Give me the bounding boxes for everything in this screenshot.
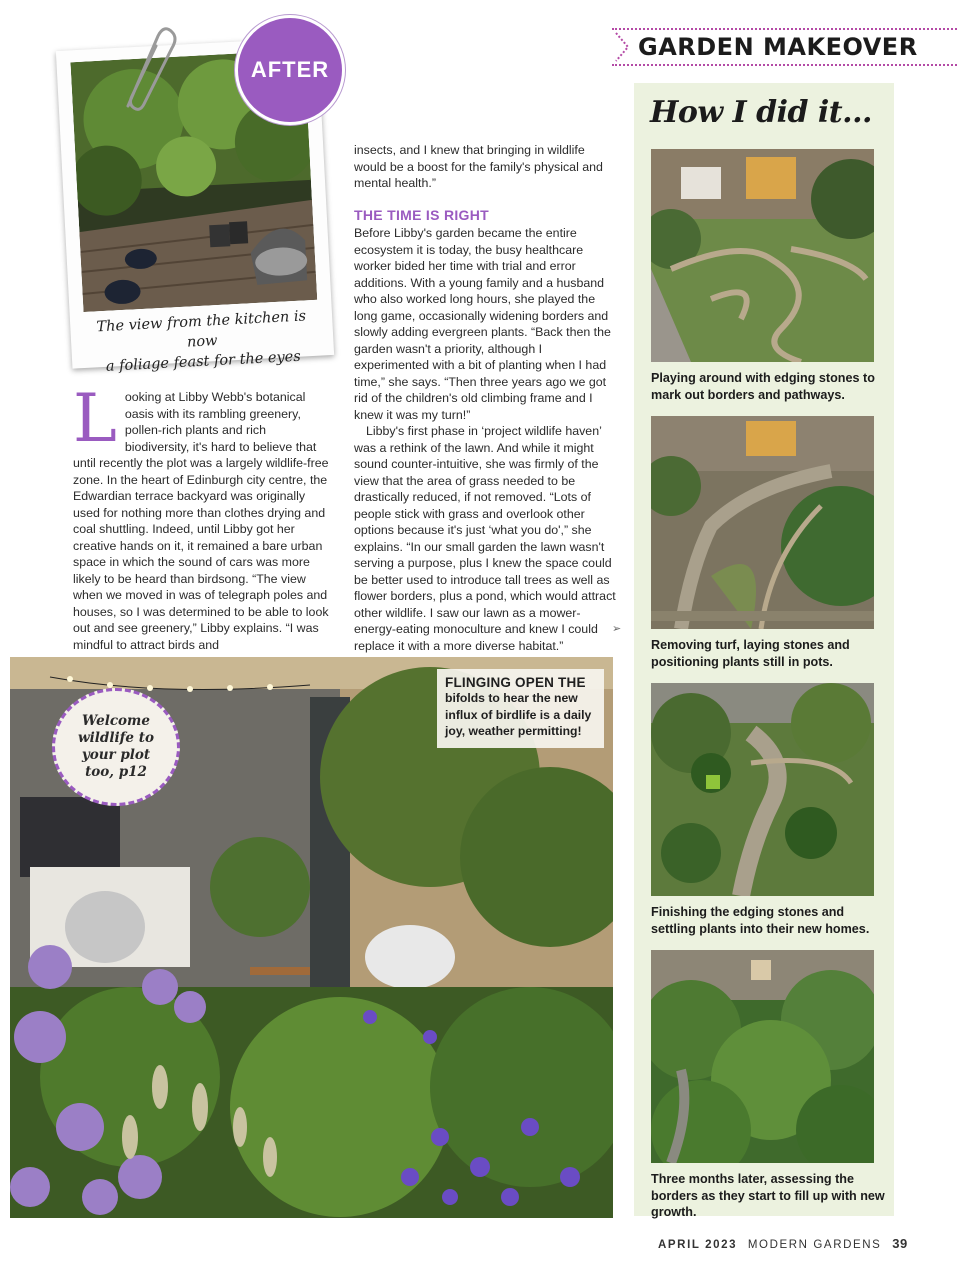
step-caption-4: Three months later, assessing the borders as they start to fill up with new growth.: [651, 1172, 885, 1219]
paperclip-icon: [108, 26, 178, 116]
issue-date: APRIL 2023: [658, 1239, 738, 1251]
step-caption-1: Playing around with edging stones to mark out borders and pathways.: [651, 371, 875, 402]
page-footer: [658, 1236, 908, 1251]
step-photo-3: [651, 683, 874, 896]
callout-heading: FLINGING OPEN THE: [445, 675, 586, 690]
step-caption-2: Removing turf, laying stones and positioning plants still in pots.: [651, 638, 850, 669]
article-subhead: THE TIME IS RIGHT: [354, 206, 489, 223]
section-title: GARDEN MAKEOVER: [638, 33, 918, 61]
section-tag: [612, 28, 957, 66]
article-column-1: [73, 380, 331, 653]
polaroid-caption: The view from the kitchen is now a foliage feast for the eyes: [96, 308, 307, 375]
drop-cap: L: [73, 380, 117, 457]
sidebar-title: How I did it...: [650, 95, 872, 130]
step-photo-4: [651, 950, 874, 1163]
article-paragraph: Libby's first phase in ‘project wildlife haven’ was a rethink of the lawn. And while it might sound counter-intuitive, she was firmly of the view that the area of grass needed to be drastically reduced, if not removed. “Lots of people stick with grass and overlook other options because it's just ‘what you do',” she explains. “In our small garden the lawn wasn't serving a purpose, plus I knew the space could be better used to introduce tall trees as well as flower borders, plus a pond, which would attract other wildlife. I saw our lawn as a mower-energy-eating monoculture and knew I could replace it with a more diverse habitat.”: [354, 424, 616, 653]
magazine-name: MODERN GARDENS: [747, 1239, 882, 1251]
how-i-did-it-sidebar: [634, 83, 894, 1219]
callout-body: bifolds to hear the new influx of birdlife is a daily joy, weather permitting!: [445, 691, 592, 738]
photo-callout: [437, 669, 604, 748]
article-intro: ooking at Libby Webb's botanical oasis with its rambling greenery, pollen-rich plants and rich biodiversity, it's hard to believe that until recently the plot was a largely wildlife-free zone. In the heart of Edinburgh city centre, the Edwardian terrace backyard was originally used for nothing more than clothes drying and coal shuttling. Indeed, until Libby got her creative hands on it, it remained a bare urban space in which the sound of cars was more likely to be heard than birdsong. “The view when we moved in was of telegraph poles and houses, so I was determined to be able to look out and see greenery,” Libby explains. “I was mindful to attract birds and: [73, 390, 329, 652]
article-paragraph: Before Libby's garden became the entire ecosystem it is today, the busy healthcare worker bided her time with trial and error additions. With a young family and a husband who also worked long hours, she played the long game, occasionally widening borders and slowly adding evergreen plants. “Back then the garden wasn't a priority, although I experimented with a bit of planting when I had time,” she says. “Then three years ago we got rid of the children's old climbing frame and I knew it was my turn!”: [354, 226, 611, 422]
after-badge: AFTER: [238, 18, 342, 122]
article-column-2: [354, 142, 616, 654]
article-paragraph: insects, and I knew that bringing in wildlife would be a boost for the family's physical and mental health.”: [354, 143, 603, 190]
continue-arrow-icon: ➢: [612, 623, 622, 635]
step-photo-1: [651, 149, 874, 362]
page-number: 39: [892, 1236, 908, 1251]
welcome-wildlife-badge: Welcome wildlife to your plot too, p12: [52, 688, 180, 806]
step-caption-3: Finishing the edging stones and settling plants into their new homes.: [651, 905, 870, 936]
step-photo-2: [651, 416, 874, 629]
chevron-right-icon: [612, 30, 632, 64]
